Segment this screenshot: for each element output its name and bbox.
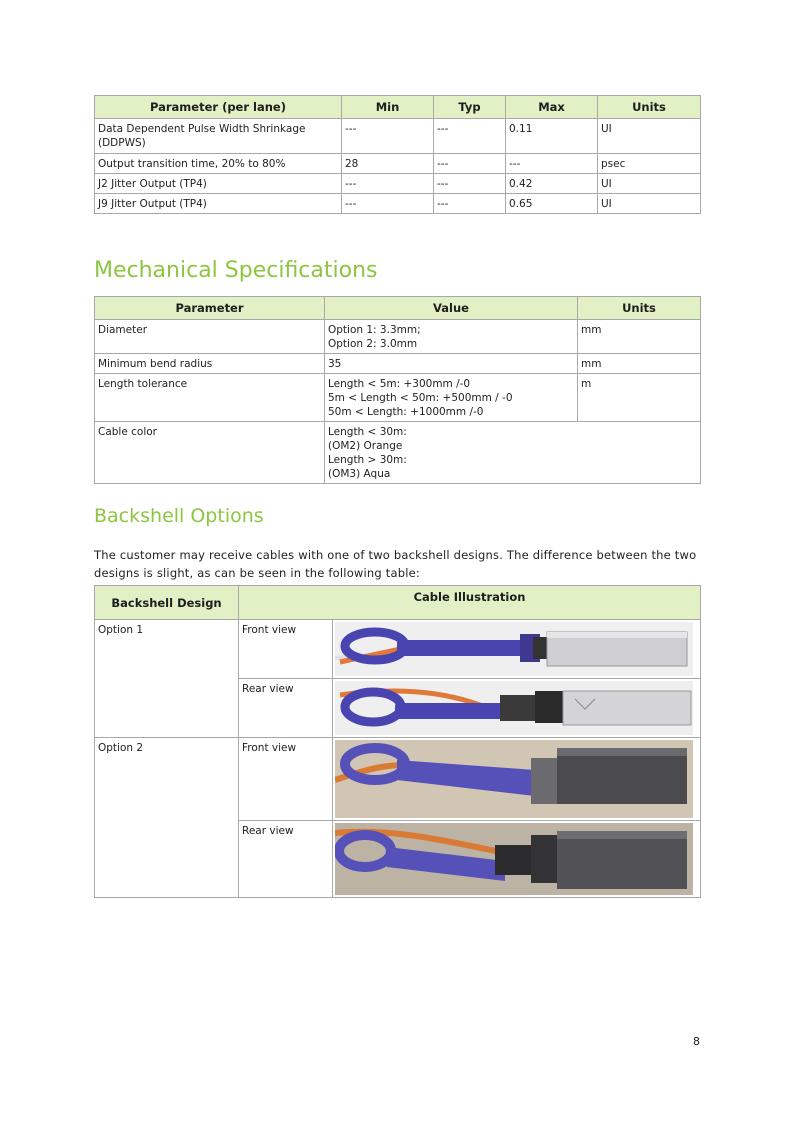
table-cell: Length tolerance	[95, 374, 325, 422]
table-cell: ---	[342, 119, 434, 154]
table-header-row	[95, 96, 701, 119]
header-parameter: Parameter (per lane)	[95, 96, 342, 119]
table-cell: Output transition time, 20% to 80%	[95, 154, 342, 174]
table-cell: J2 Jitter Output (TP4)	[95, 174, 342, 194]
header-value: Value	[325, 297, 578, 320]
value-line: 5m < Length < 50m: +500mm / -0	[328, 392, 513, 404]
mechanical-spec-table	[94, 296, 701, 484]
table-cell: ---	[434, 174, 506, 194]
table-cell: 0.42	[506, 174, 598, 194]
header-parameter: Parameter	[95, 297, 325, 320]
image-cell	[333, 620, 701, 679]
table-cell: J9 Jitter Output (TP4)	[95, 194, 342, 214]
option-name: Option 1	[95, 620, 239, 738]
table-cell: 0.65	[506, 194, 598, 214]
cable-rear-view-illustration	[335, 681, 693, 735]
electrical-spec-table	[94, 95, 701, 214]
table-row	[95, 154, 701, 174]
table-row	[95, 119, 701, 154]
header-units: Units	[598, 96, 701, 119]
header-typ: Typ	[434, 96, 506, 119]
section-heading-backshell: Backshell Options	[94, 505, 264, 527]
header-units: Units	[578, 297, 701, 320]
table-cell: mm	[578, 320, 701, 354]
table-cell: psec	[598, 154, 701, 174]
value-line: Option 2: 3.0mm	[328, 338, 418, 350]
view-label: Rear view	[239, 679, 333, 738]
cable-front-view-illustration	[335, 740, 693, 818]
table-cell: UI	[598, 119, 701, 154]
table-cell: 35	[325, 354, 578, 374]
table-row	[95, 374, 701, 422]
color-value: (OM3) Aqua	[328, 468, 391, 480]
table-cell: m	[578, 374, 701, 422]
view-label: Rear view	[239, 821, 333, 898]
cable-photo	[335, 681, 693, 735]
value-line: Length < 5m: +300mm /-0	[328, 378, 471, 390]
table-cell: Cable color	[95, 422, 325, 484]
table-cell: 28	[342, 154, 434, 174]
table-cell	[325, 374, 578, 422]
page-number: 8	[693, 1035, 700, 1048]
intro-paragraph: The customer may receive cables with one of two backshell designs. The difference between the two designs is slight, as can be seen in the following table:	[94, 548, 697, 580]
table-cell: Diameter	[95, 320, 325, 354]
cable-photo	[335, 823, 693, 895]
color-label: Length > 30m:	[328, 454, 407, 466]
table-cell: ---	[342, 194, 434, 214]
table-cell: Minimum bend radius	[95, 354, 325, 374]
image-cell	[333, 821, 701, 898]
value-line	[328, 425, 697, 453]
table-cell: mm	[578, 354, 701, 374]
table-row	[95, 738, 701, 821]
table-cell	[325, 422, 701, 484]
section-heading-mechanical: Mechanical Specifications	[94, 258, 378, 283]
table-row	[95, 354, 701, 374]
option-name: Option 2	[95, 738, 239, 898]
header-backshell-design: Backshell Design	[95, 586, 239, 620]
cable-photo	[335, 622, 693, 676]
table-cell: UI	[598, 174, 701, 194]
table-header-row	[95, 586, 701, 620]
color-label: Length < 30m:	[328, 426, 407, 438]
image-cell	[333, 679, 701, 738]
table-header-row	[95, 297, 701, 320]
header-max: Max	[506, 96, 598, 119]
table-cell: ---	[434, 154, 506, 174]
cable-front-view-illustration	[335, 622, 693, 676]
value-line	[328, 453, 697, 481]
value-line: Option 1: 3.3mm;	[328, 324, 421, 336]
table-row	[95, 422, 701, 484]
table-row	[95, 620, 701, 679]
table-cell: ---	[434, 194, 506, 214]
backshell-table	[94, 585, 701, 898]
value-line: 50m < Length: +1000mm /-0	[328, 406, 484, 418]
table-row	[95, 320, 701, 354]
cable-rear-view-illustration	[335, 823, 693, 895]
image-cell	[333, 738, 701, 821]
table-row	[95, 194, 701, 214]
table-cell: ---	[342, 174, 434, 194]
table-row	[95, 174, 701, 194]
table-cell: UI	[598, 194, 701, 214]
view-label: Front view	[239, 738, 333, 821]
table-cell: Data Dependent Pulse Width Shrinkage (DDPWS)	[95, 119, 342, 154]
table-cell: ---	[434, 119, 506, 154]
header-min: Min	[342, 96, 434, 119]
table-cell: 0.11	[506, 119, 598, 154]
table-cell	[325, 320, 578, 354]
table-cell: ---	[506, 154, 598, 174]
view-label: Front view	[239, 620, 333, 679]
cable-photo	[335, 740, 693, 818]
color-value: (OM2) Orange	[328, 440, 403, 452]
header-cable-illustration: Cable Illustration	[239, 586, 701, 620]
